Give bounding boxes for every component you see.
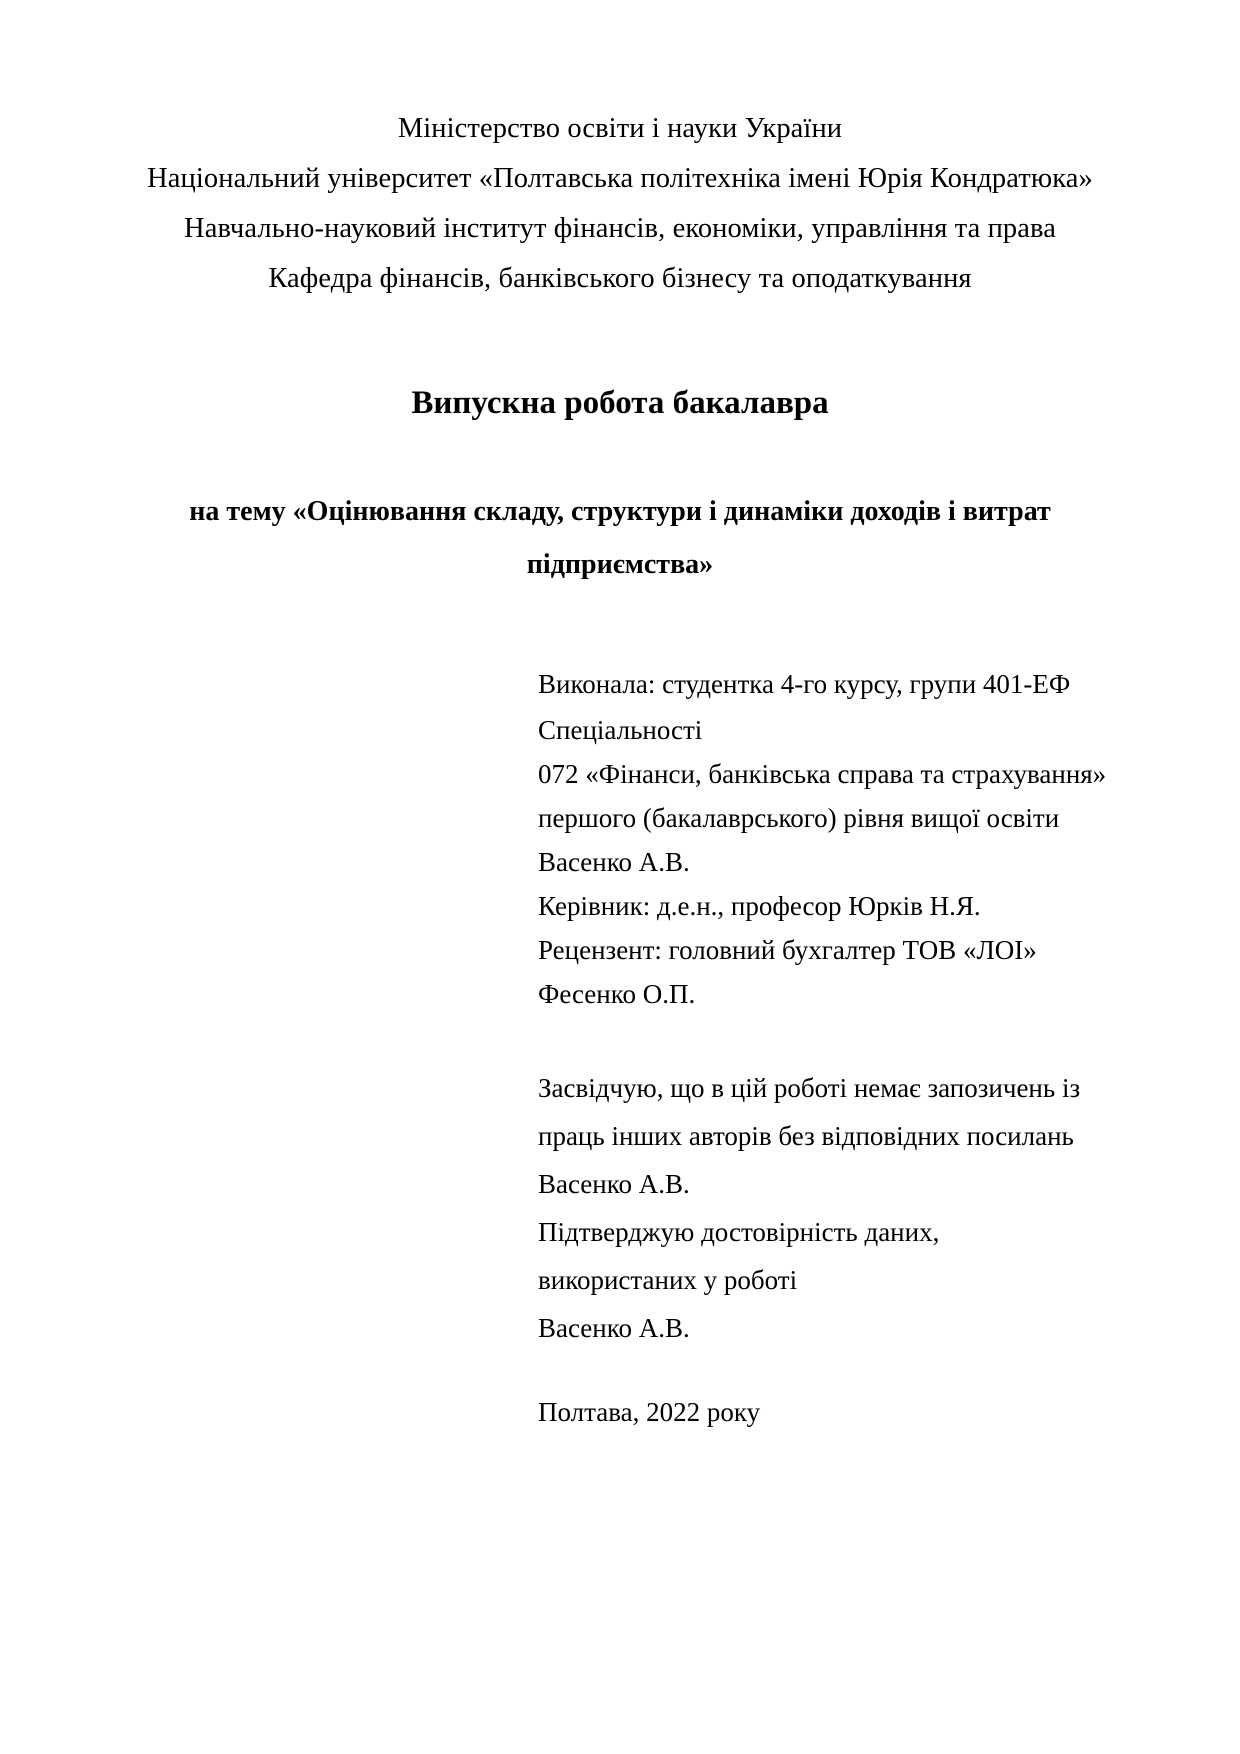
- info-line-specialty-label: Спеціальності: [538, 715, 703, 745]
- declaration-line-2: праць інших авторів без відповідних посилань: [538, 1121, 1074, 1151]
- info-line-reviewer: Рецензент: головний бухгалтер ТОВ «ЛОІ»: [538, 935, 1037, 965]
- place-year-block: [538, 1390, 1038, 1434]
- declaration-line-4: використаних у роботі: [538, 1265, 798, 1295]
- header-line-department: Кафедра фінансів, банківського бізнесу та оподаткування: [268, 263, 972, 294]
- declaration-line-1: Засвідчую, що в цій роботі немає запозичень із: [538, 1073, 1081, 1103]
- info-line-reviewer-name: Фесенко О.П.: [538, 979, 696, 1009]
- institution-header: [140, 104, 1100, 304]
- info-line-student-name: Васенко А.В.: [538, 847, 690, 877]
- declaration-block: [538, 1064, 1138, 1352]
- info-line-degree-level: першого (бакалаврського) рівня вищої освіти: [538, 803, 1060, 833]
- author-info-block: [538, 660, 1107, 1016]
- place-year: Полтава, 2022 року: [538, 1397, 761, 1427]
- subtitle-line-2: підприємства»: [526, 549, 714, 580]
- info-line-specialty-code: 072 «Фінанси, банківська справа та страхування»: [538, 759, 1107, 789]
- thesis-subtitle: [186, 485, 1054, 591]
- header-line-institute: Навчально-науковий інститут фінансів, економіки, управління та права: [184, 213, 1056, 244]
- declaration-line-3: Підтверджую достовірність даних,: [538, 1217, 940, 1247]
- declaration-signature-2: Васенко А.В.: [538, 1313, 690, 1343]
- info-line-performer: Виконала: студентка 4-го курсу, групи 401-ЕФ: [538, 669, 1071, 699]
- subtitle-line-1: на тему «Оцінювання складу, структури і динаміки доходів і витрат: [189, 496, 1051, 527]
- header-line-university: Національний університет «Полтавська політехніка імені Юрія Кондратюка»: [147, 163, 1093, 194]
- declaration-signature-1: Васенко А.В.: [538, 1169, 690, 1199]
- header-line-ministry: Міністерство освіти і науки України: [397, 113, 843, 144]
- info-line-supervisor: Керівник: д.е.н., професор Юрків Н.Я.: [538, 891, 981, 921]
- page-title: Випускна робота бакалавра: [411, 385, 829, 421]
